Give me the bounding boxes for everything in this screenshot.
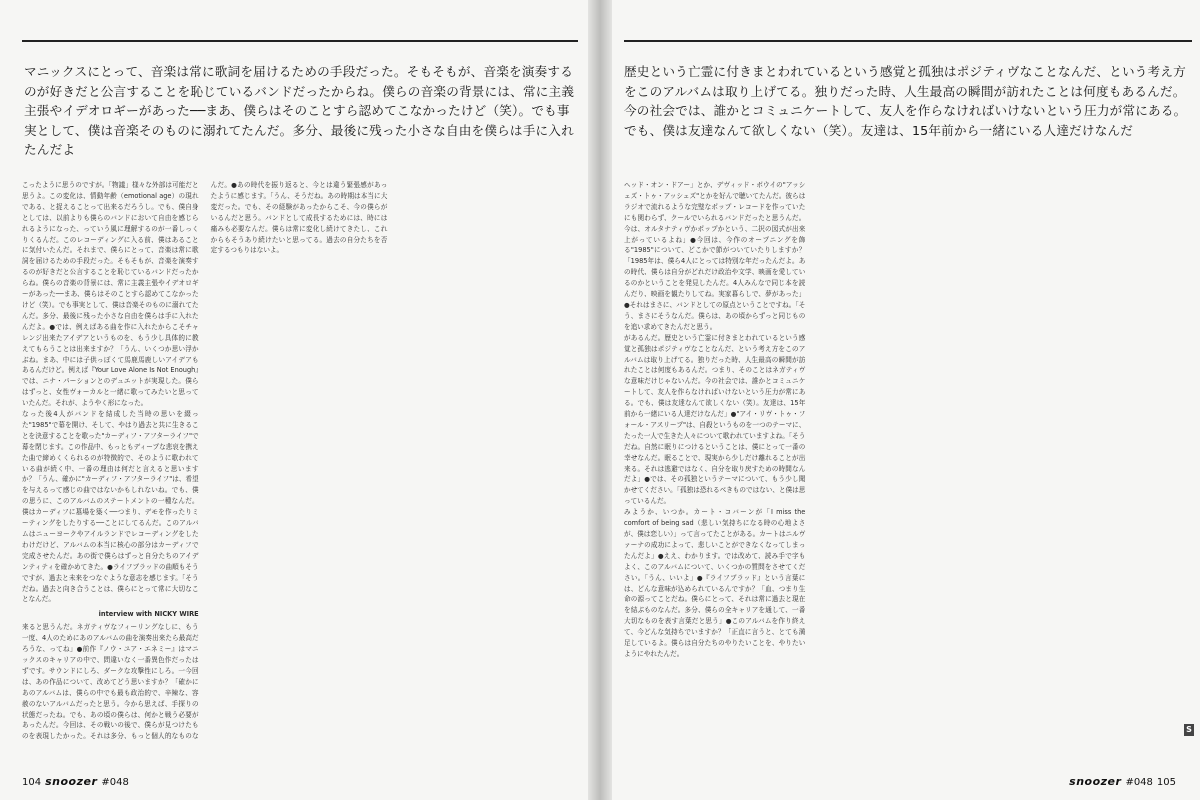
folio xyxy=(1069,775,1176,788)
magazine-name: snoozer xyxy=(45,775,98,788)
article-paragraph: こったように思うのですが。「物議」様々な外部は可能だと思うよ。この変化は、情動年齢（emotional age）の現れである、と捉えることって出来るだろうし。でも、僕自身としては、以前よりも僕らのバンドにおいて自由を感じられるようになった、っていう風に理解するのが一番しっくりくるんだ。このレコーディングに入る前、僕はあることに気付いたんだ。それまで、僕らにとって、音楽は常に歌詞を届けるための手段だった。そもそもが、音楽を演奏するのが好きだと公言することを恥じているバンドだったからね。僕らの音楽の背景には、常に主義主張やイデオロギーがあった──まあ、僕らはそのことすら認めてこなかったけど（笑）。でも事実として、僕は音楽そのものに溺れてたんだ。多分、最後に残った小さな自由を僕らは手に入れたんだよ。●では、例えばある曲を作に入れたからこそチャレンジ出来たアイデアというものを、もう少し具体的に教えてもらうことは出来ますか？「うん、いくつか思い浮かぶね。まあ、中には子供っぽくて馬鹿馬鹿しいアイデアもあるんだけど。例えば『Your Love Alone Is Not Enough』では、ニナ・パーションとのデュエットが実現した。僕らはずっと、女性ヴォーカルと一緒に歌ってみたいと思っていたんだ。それが、ようやく形になった。 xyxy=(22,181,199,408)
article-body xyxy=(22,180,576,752)
page-number: 105 xyxy=(1156,777,1176,788)
pull-quote-lead: マニックスにとって、音楽は常に歌詞を届けるための手段だった。そもそもが、音楽を演奏するのが好きだと公言することを恥じているバンドだったからね。僕らの音楽の背景には、常に主義主張やイデオロギーがあった──まあ、僕らはそのことすら認めてこなかったけど（笑）。でも事実として、僕は音楽そのものに溺れてたんだ。多分、最後に残った小さな自由を僕らは手に入れたんだよ xyxy=(24,64,575,158)
article-paragraph: なった後4人がバンドを結成した当時の思いを綴った"1985"で幕を開け、そして、やはり過去と共に生きることを決意することを歌った"カーディフ・アフターライフ"で幕を閉じます。この作品中、もっともディープな悲哀を携えた曲で締めくくられるのが特徴的で、そのように歌われている曲が続く中、一番の理由は何だと言えると思いますか？「うん、確かに"カーディフ・アフターライフ"は、希望を与えるって感じの曲ではないかもしれないね。でも、僕の思うに、このアルバムのステートメントの一種なんだ。僕はカーディフに墓場を築く──つまり、デモを作ったりミーティングをしたりする──ことにしてるんだ。このアルバムはニューヨークやアイルランドでレコーディングをしたわけだけど、アルバムの本当に核心の部分はカーディフで完成させたんだ。あの街で僕らはずっと自分たちのアイデンティティを確かめてきた。●ライフブラッドの曲順もそうですが、過去と未来をつなぐような意志を感じます。「そうだね。過去と向き合うことは、僕らにとって常に大切なことなんだ。 xyxy=(22,410,199,604)
page-number: 104 xyxy=(22,777,42,788)
article-paragraph: ヘッド・オン・ドアー」とか、デヴィッド・ボウイの"アッシェズ・トゥ・アッシェズ"とかを好んで聴いてたんだ。彼らはラジオで流れるような完璧なポップ・レコードを作っていたにも関わらず、クールでいられるバンドだったと思うんだ。今は、オルタナティヴかポップかという、二択の図式が出来上がっているよね」●今回は、今作のオープニングを飾る"1985"について、どこかで節がついていたりしますか？「1985年は、僕ら4人にとっては特別な年だったんだよ。あの時代、僕らは自分がどれだけ政治や文学、映画を愛しているのかということを発見したんだ。4人みんなで同じ本を読んだり、映画を観たりしてね。実家暮らしで、夢があった」●それはまさに、バンドとしての原点ということですね。「そう、まさにそうなんだ。僕らは、あの頃からずっと同じものを追い求めてきたんだと思う。 xyxy=(624,181,806,331)
interview-credit: interview with NICKY WIRE xyxy=(98,610,199,619)
spine-gutter xyxy=(588,0,612,800)
right-page xyxy=(612,0,1200,800)
folio xyxy=(22,775,129,788)
article-paragraph: があるんだ。歴史という亡霊に付きまとわれているという感覚と孤独はポジティヴなことなんだ、という考え方をこのアルバムは取り上げてる。独りだった時、人生最高の瞬間が訪れたことは何度もあるんだ。つまり、そのことはネガティヴな意味だけじゃないんだ。今の社会では、誰かとコミュニケートして、友人を作らなければいけないという圧力が常にある。でも、僕は友達なんて欲しくない（笑）。友達は、15年前から一緒にいる人達だけなんだ」●"アイ・リヴ・トゥ・フォール・アスリープ"は、自殺というものを一つのテーマに、たった一人で生きた人々について歌われていますよね。「そうだね。自然に眠りにつけるということは、僕にとって一番の幸せなんだ。眠ることで、現実から少しだけ離れることが出来る。それは逃避ではなく、自分を取り戻すための時間なんだよ」●では、その孤独というテーマについて、もう少し聞かせてください。「孤独は恐れるべきものではない、と僕は思っているんだ。 xyxy=(624,333,806,506)
article-paragraph: 来ると思うんだ。ネガティヴなフィーリングなしに、もう一度、4人のためにあのアルバムの曲を演奏出来たら最高だろうな、ってね」●前作『ノウ・ユア・エネミー』はマニックスのキャリアの中で、問違いなく一番異色作だったはずです。サウンドにしろ、ダークな攻撃性にしろ。一今回は、あの作品について、改めてどう思いますか？「確かにあのアルバムは、僕らの中でも最も政治的で、辛辣な、容赦のないアルバムだったと思う。今から思えば、手探りの状態だったね。でも、あの頃の僕らは、何かと戦う必要があったんだ。今回は、その戦いの後で、僕らが見つけたものを表現したかった。それは多分、もっと個人的なものなんだ。●あの時代を振り返ると、今とは違う緊張感があったように感じます。「うん、そうだね。あの時期は本当に大変だった。でも、その経験があったからこそ、今の僕らがいるんだと思う。バンドとして成長するためには、時には痛みも必要なんだ。僕らは常に変化し続けてきたし、これからもそうあり続けたいと思ってる。過去の自分たちを否定するつもりはないよ。 xyxy=(22,181,388,741)
top-rule xyxy=(624,40,1192,42)
magazine-name: snoozer xyxy=(1069,775,1122,788)
article-paragraph: みようか、いつか。カート・コバーンが「I miss the comfort of being sad（悲しい気持ちになる時の心地よさが、僕は恋しい）」って言ってたことがある。カートはニルヴァーナの成功によって、悲しいことができなくなってしまったんだよ」●ええ、わかります。では改めて、読み手で字もよく、このアルバムについて、いくつかの質問をさせてください。「うん、いいよ」●『ライフブラッド』という言葉には、どんな意味が込められているんですか？「血、つまり生命の源ってことだね。僕らにとって、それは常に過去と現在を結ぶものなんだ。多分、僕らの全キャリアを通して、一番大切なものを表す言葉だと思う」●このアルバムを作り終えて、今どんな気持ちでいますか？「正直に言うと、とても満足しているよ。僕らは自分たちのやりたいことを、やりたいようにやれたんだ。 xyxy=(624,508,806,658)
left-page xyxy=(0,0,588,800)
section-badge: S xyxy=(1184,724,1194,736)
top-rule xyxy=(22,40,578,42)
pull-quote-lead: 歴史という亡霊に付きまとわれているという感覚と孤独はポジティヴなことなんだ、という考え方をこのアルバムは取り上げてる。独りだった時、人生最高の瞬間が訪れたことは何度もあるんだ。今の社会では、誰かとコミュニケートして、友人を作らなければいけないという圧力が常にある。でも、僕は友達なんて欲しくない（笑）。友達は、15年前から一緒にいる人達だけなんだ xyxy=(624,64,1187,138)
article-body xyxy=(624,180,1192,752)
issue-number: #048 xyxy=(1125,777,1153,788)
issue-number: #048 xyxy=(101,777,129,788)
